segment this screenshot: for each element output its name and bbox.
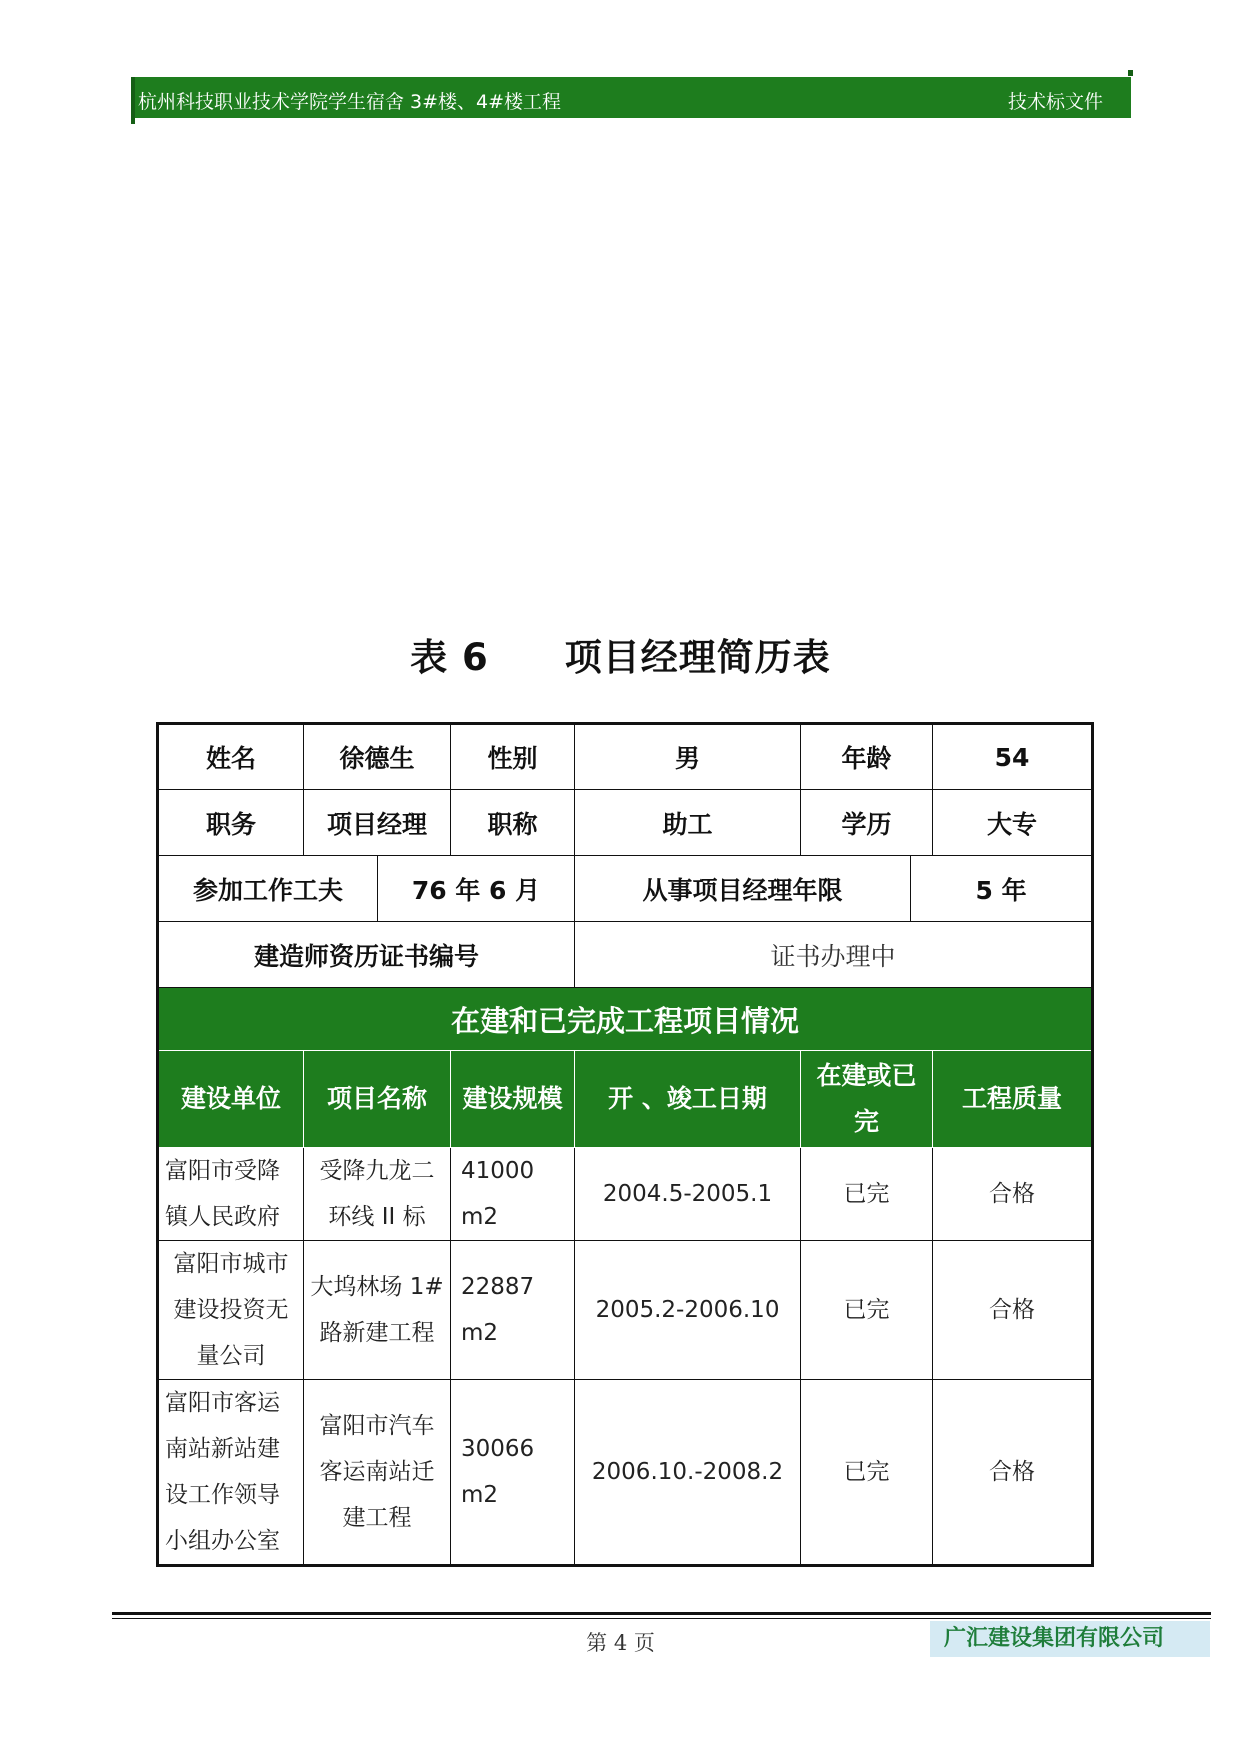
project-name: 受降九龙二环线 II 标	[304, 1148, 451, 1241]
rank-label: 职称	[451, 790, 575, 856]
col-header-scale: 建设规模	[451, 1051, 575, 1148]
project-status: 已完	[801, 1148, 933, 1241]
project-status: 已完	[801, 1241, 933, 1380]
company-name: 广汇建设集团有限公司	[930, 1621, 1210, 1657]
project-unit: 富阳市城市建设投资无量公司	[158, 1241, 304, 1380]
position-label: 职务	[158, 790, 304, 856]
position-value: 项目经理	[304, 790, 451, 856]
project-unit: 富阳市受降镇人民政府	[158, 1148, 304, 1241]
projects-section-title: 在建和已完成工程项目情况	[158, 988, 1093, 1051]
project-dates: 2006.10.-2008.2	[575, 1380, 801, 1566]
col-header-unit: 建设单位	[158, 1051, 304, 1148]
table-row	[158, 856, 1093, 922]
page-number: 第 4 页	[586, 1631, 655, 1655]
project-scale: 41000 m2	[451, 1148, 575, 1241]
header-decoration-left	[131, 77, 135, 124]
project-quality: 合格	[933, 1380, 1093, 1566]
project-name: 大坞林场 1#路新建工程	[304, 1241, 451, 1380]
project-scale: 22887 m2	[451, 1241, 575, 1380]
gender-label: 性别	[451, 724, 575, 790]
table-row	[158, 1148, 1093, 1241]
col-header-project-name: 项目名称	[304, 1051, 451, 1148]
footer-rule-thin	[112, 1618, 1211, 1619]
table-row	[158, 1380, 1093, 1566]
rank-value: 助工	[575, 790, 801, 856]
name-label: 姓名	[158, 724, 304, 790]
project-dates: 2004.5-2005.1	[575, 1148, 801, 1241]
gender-value: 男	[575, 724, 801, 790]
footer-rule	[112, 1612, 1211, 1615]
resume-table	[156, 722, 1094, 1567]
projects-header-row	[158, 1051, 1093, 1148]
project-dates: 2005.2-2006.10	[575, 1241, 801, 1380]
header-document-type: 技术标文件	[1007, 91, 1103, 113]
start-work-value: 76 年 6 月	[378, 856, 575, 922]
project-scale: 30066 m2	[451, 1380, 575, 1566]
header-decoration-right	[1128, 70, 1133, 76]
project-unit: 富阳市客运南站新站建设工作领导小组办公室	[158, 1380, 304, 1566]
pm-years-value: 5 年	[911, 856, 1093, 922]
table-row	[158, 1241, 1093, 1380]
start-work-label: 参加工作工夫	[158, 856, 378, 922]
header-project-title: 杭州科技职业技术学院学生宿舍 3#楼、4#楼工程	[138, 91, 562, 113]
table-row	[158, 922, 1093, 988]
education-value: 大专	[933, 790, 1093, 856]
cert-label: 建造师资历证书编号	[158, 922, 575, 988]
name-value: 徐德生	[304, 724, 451, 790]
education-label: 学历	[801, 790, 933, 856]
table-row	[158, 724, 1093, 790]
col-header-dates: 开 、竣工日期	[575, 1051, 801, 1148]
project-name: 富阳市汽车客运南站迁建工程	[304, 1380, 451, 1566]
table-row	[158, 790, 1093, 856]
section-header-row	[158, 988, 1093, 1051]
col-header-quality: 工程质量	[933, 1051, 1093, 1148]
page-title: 表 6 项目经理简历表	[410, 636, 831, 679]
project-quality: 合格	[933, 1241, 1093, 1380]
age-label: 年龄	[801, 724, 933, 790]
cert-value: 证书办理中	[575, 922, 1093, 988]
age-value: 54	[933, 724, 1093, 790]
col-header-status: 在建或已完	[801, 1051, 933, 1148]
project-status: 已完	[801, 1380, 933, 1566]
pm-years-label: 从事项目经理年限	[575, 856, 911, 922]
project-quality: 合格	[933, 1148, 1093, 1241]
document-header-banner	[132, 77, 1131, 118]
